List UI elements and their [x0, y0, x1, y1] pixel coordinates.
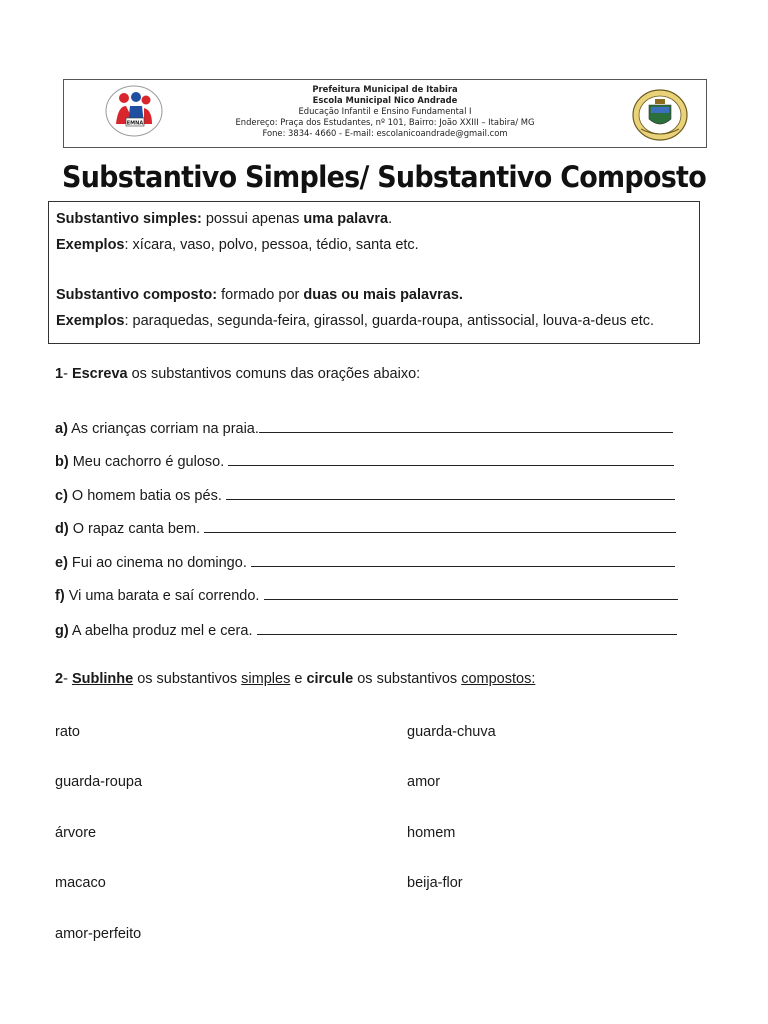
- city-seal: [631, 89, 689, 141]
- answer-blank[interactable]: [259, 420, 673, 433]
- header-line-address: Endereço: Praça dos Estudantes, nº 101, Bairro: João XXIII – Itabira/ MG: [235, 117, 535, 127]
- question-1-item-d: d) O rapaz canta bem.: [55, 520, 676, 537]
- header-text: [150, 84, 620, 139]
- answer-blank[interactable]: [257, 622, 677, 635]
- header-line-municipality: Prefeitura Municipal de Itabira: [312, 84, 458, 94]
- answer-blank[interactable]: [228, 453, 674, 466]
- word-item[interactable]: homem: [407, 825, 456, 841]
- answer-blank[interactable]: [251, 554, 675, 567]
- word-item[interactable]: árvore: [55, 825, 97, 841]
- header-line-levels: Educação Infantil e Ensino Fundamental I: [298, 106, 472, 116]
- word-item[interactable]: rato: [55, 724, 80, 740]
- word-item[interactable]: guarda-roupa: [55, 774, 143, 790]
- word-item[interactable]: amor: [407, 774, 441, 790]
- page-title: Substantivo Simples/ Substantivo Composto: [62, 160, 706, 194]
- question-1-item-g: g) A abelha produz mel e cera.: [55, 622, 677, 639]
- compound-definition: Substantivo composto: formado por duas ou mais palavras.: [56, 287, 463, 303]
- answer-blank[interactable]: [264, 587, 678, 600]
- word-item[interactable]: beija-flor: [407, 875, 463, 891]
- simple-examples: Exemplos: xícara, vaso, polvo, pessoa, tédio, santa etc.: [56, 237, 419, 253]
- answer-blank[interactable]: [226, 487, 675, 500]
- question-1-item-c: c) O homem batia os pés.: [55, 487, 675, 504]
- question-1-item-e: e) Fui ao cinema no domingo.: [55, 554, 675, 571]
- question-1-item-b: b) Meu cachorro é guloso.: [55, 453, 674, 470]
- question-1-item-f: f) Vi uma barata e saí correndo.: [55, 587, 678, 604]
- header-line-contact: Fone: 3834- 4660 - E-mail: escolanicoandrade@gmail.com: [262, 128, 508, 138]
- question-1-item-a: a) As crianças corriam na praia.: [55, 420, 673, 437]
- question-1-prompt: 1- Escreva os substantivos comuns das orações abaixo:: [55, 366, 421, 382]
- word-item[interactable]: amor-perfeito: [55, 926, 142, 942]
- simple-definition: Substantivo simples: possui apenas uma palavra.: [56, 211, 393, 227]
- question-2-prompt: 2- Sublinhe os substantivos simples e circule os substantivos compostos:: [55, 671, 536, 687]
- answer-blank[interactable]: [204, 520, 676, 533]
- word-item[interactable]: guarda-chuva: [407, 724, 496, 740]
- word-item[interactable]: macaco: [55, 875, 106, 891]
- svg-text:EMNA: EMNA: [126, 120, 144, 127]
- header-line-school: Escola Municipal Nico Andrade: [312, 95, 458, 105]
- compound-examples: Exemplos: paraquedas, segunda-feira, girassol, guarda-roupa, antissocial, louva-a-deus etc.: [56, 313, 655, 329]
